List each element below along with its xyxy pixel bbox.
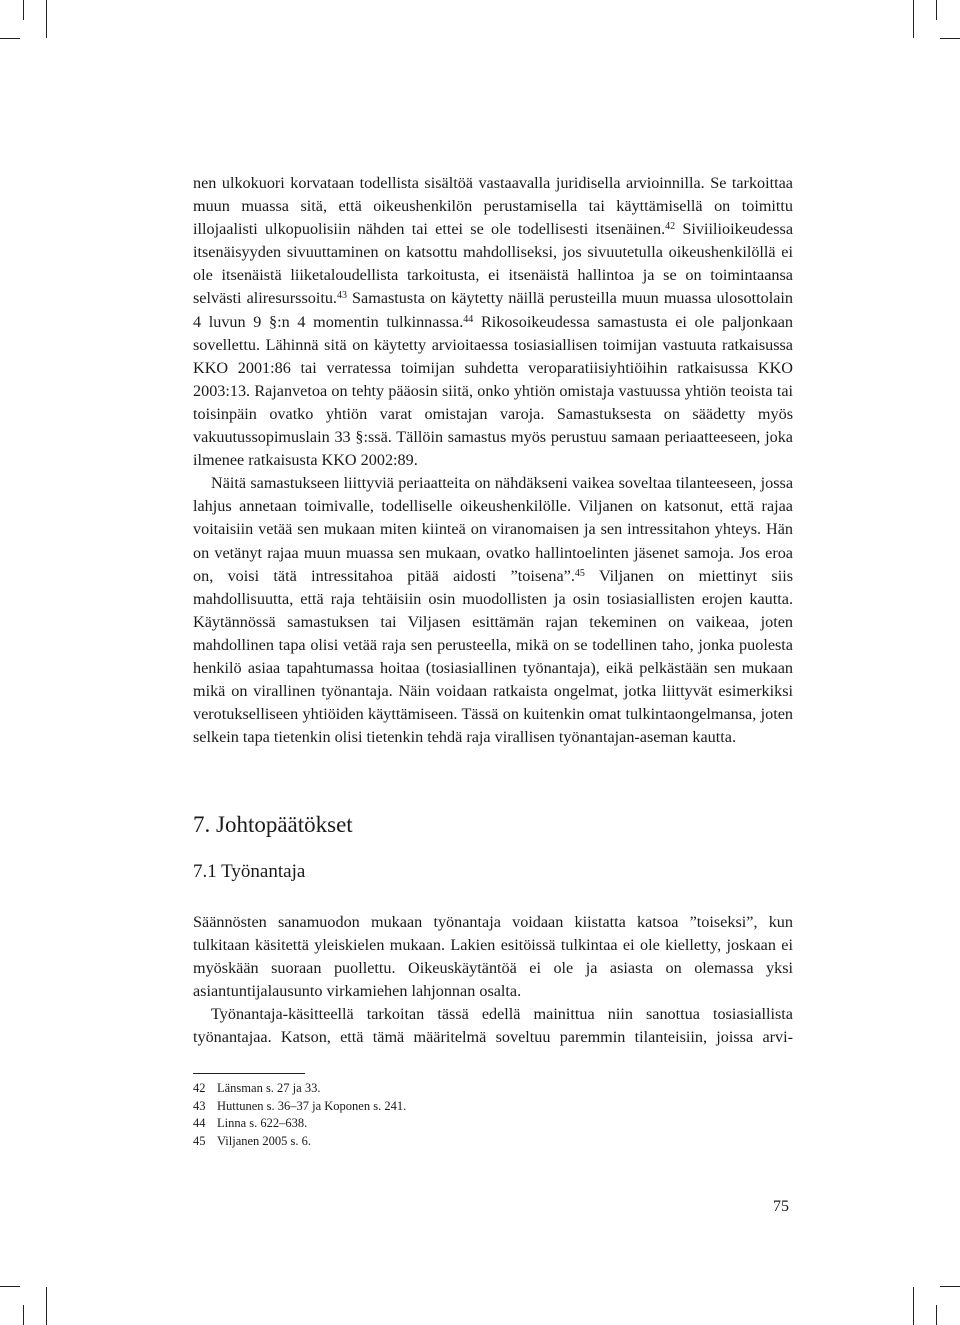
- section-text: [193, 911, 793, 1050]
- section-paragraph-1: Säännösten sanamuodon mukaan työnantaja voidaan kiistatta katsoa ”toiseksi”, kun tulkitaan käsitettä yleiskielen mukaan. Lakien esitöissä tulkintaa ei ole kielletty, joskaan ei myöskään suoraan puollettu. Oikeuskäytäntöä ei ole ja asiasta on olemassa yksi asiantuntijalausunto virkamiehen lahjonnan osalta.: [193, 913, 793, 1001]
- paragraph-2: Näitä samastukseen liittyviä periaatteita on nähdäkseni vaikea soveltaa tilanteeseen, jossa lahjus annetaan toimivalle, todelliselle oikeushenkilölle. Viljanen on katsonut, että rajaa voitaisiin vetää sen mukaan miten kiinteä on viranomaisen ja sen intressitahon yhteys. Hän on vetänyt rajaa muun muassa sen mukaan, ovatko hallintoelinten jäsenet samoja. Jos eroa on, voisi tätä intressitahoa pitää aidosti ”toisena”.$^{45}$ Viljanen on miettinyt siis mahdollisuutta, että raja tehtäisiin osin muodollisten ja osin tosiasiallisten erojen kautta. Käytännössä samastuksen tai Viljasen esittämän rajan tekeminen on vaikeaa, joten mahdollinen tapa olisi vetää raja sen perusteella, mikä on se todellinen taho, jonka puolesta henkilö asiaa tapahtumassa hoitaa (tosiasiallinen työnantaja), eikä pelkästään sen mukaan mikä on virallinen työnantaja. Näin voidaan ratkaista ongelmat, jotka liittyvät esimerkiksi verotukselliseen yhtiöiden käyttämiseen. Tässä on kuitenkin omat tulkintaongelmansa, joten selkein tapa tietenkin olisi tietenkin tehdä raja virallisen työnantajan-aseman kautta.: [193, 474, 793, 747]
- paragraph-1: nen ulkokuori korvataan todellista sisältöä vastaavalla juridisella arvioinnilla. Se tarkoittaa muun muassa sitä, että oikeushenkilön perustamisella tai käyttämisellä on toimittu illojaalisti ulkopuolisiin nähden tai ettei se ole todellisesti itsenäinen.$^{42}$ Siviilioikeudessa itsenäisyyden sivuuttaminen on katsottu mahdolliseksi, jos sivuutetulla oikeushenkilöllä ei ole itsenäistä liiketaloudellista tarkoitusta, ei itsenäistä hallintoa ja se on toimintaansa selvästi aliresurssoitu.$^{43}$ Samastusta on käytetty näillä perusteilla muun muassa ulosottolain 4 luvun 9 §:n 4 momentin tulkinnassa.$^{44}$ Rikosoikeudessa samastusta ei ole paljonkaan sovellettu. Lähinnä sitä on käytetty arvioitaessa tosiasiallisen toimijan vastuuta ratkaisussa KKO 2001:86 tai verratessa toimijan suhdetta veroparatiisiyhtiöihin ratkaisussa KKO 2003:13. Rajanvetoa on tehty pääosin siitä, onko yhtiön omistaja vastuussa yhtiön teoista tai toisinpäin ovatko yhtiön varat omistajan varoja. Samastuksesta on säädetty myös vakuutussopimuslain 33 §:ssä. Tällöin samastus myös perustuu samaan periaatteeseen, joka ilmenee ratkaisusta KKO 2002:89.: [193, 174, 794, 470]
- section-paragraph-2: Työnantaja-käsitteellä tarkoitan tässä edellä mainittua niin sanottua tosiasiallista työnantajaa. Katson, että tämä määritelmä soveltuu paremmin tilanteisiin, joissa arvi-: [193, 1005, 793, 1047]
- footnote-ref-42: 42: [665, 221, 676, 233]
- footnote-ref-45: 45: [574, 567, 585, 579]
- main-text: [193, 172, 793, 749]
- footnote-rule: [193, 1073, 305, 1074]
- page-number: 75: [773, 1198, 789, 1215]
- footnote-44: 44 Linna s. 622–638.: [193, 1116, 308, 1131]
- section-heading: 7.1 Työnantaja: [193, 861, 306, 882]
- footnotes: [193, 1080, 406, 1151]
- footnote-ref-43: 43: [336, 290, 347, 302]
- chapter-heading: 7. Johtopäätökset: [193, 812, 353, 837]
- footnote-43: 43 Huttunen s. 36–37 ja Koponen s. 241.: [193, 1098, 407, 1113]
- footnote-ref-44: 44: [463, 313, 474, 325]
- footnote-42: 42 Länsman s. 27 ja 33.: [193, 1081, 321, 1095]
- footnote-45: 45 Viljanen 2005 s. 6.: [193, 1134, 312, 1149]
